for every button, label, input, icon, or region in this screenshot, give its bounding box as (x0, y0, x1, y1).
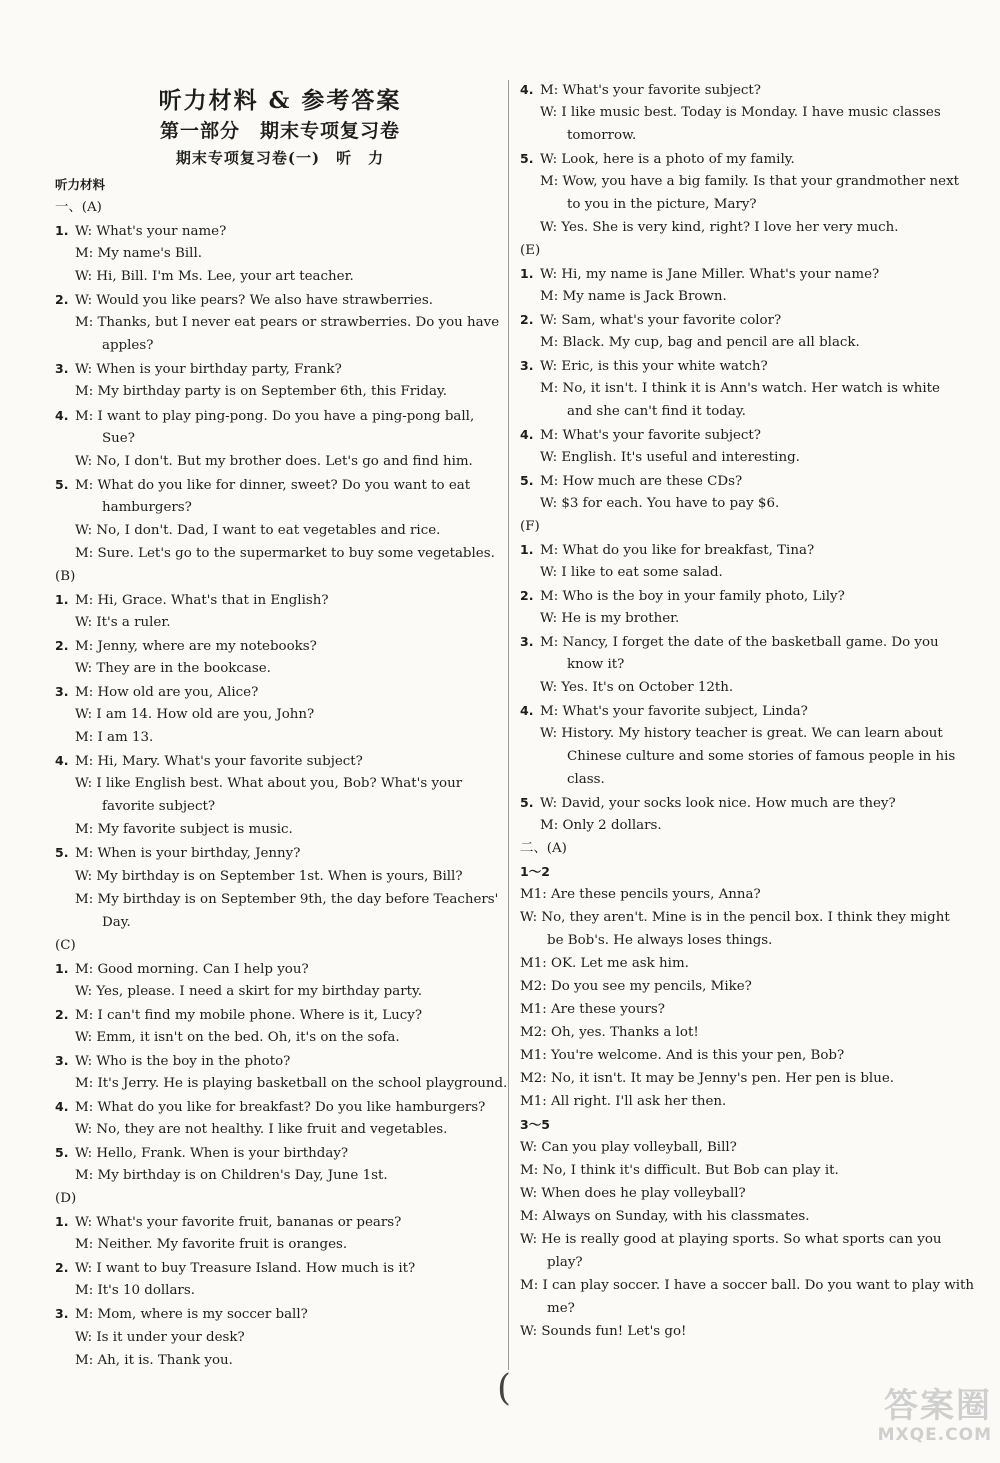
dialogue-line (520, 1184, 746, 1204)
line-text: M: When is your birthday, Jenny? (75, 846, 301, 862)
line-text: Sue? (102, 430, 135, 446)
dialogue-line (520, 425, 761, 446)
line-text: M: Ah, it is. Thank you. (75, 1352, 233, 1368)
line-text: M: No, it isn't. I think it is Ann's watch. Her watch is white (540, 381, 940, 396)
line-text: W: I like music best. Today is Monday. I have music classes (540, 105, 941, 120)
line-text: M: Nancy, I forget the date of the basketball game. Do you (540, 635, 939, 650)
line-text: M: What do you like for breakfast, Tina? (540, 543, 815, 558)
dialogue-line (75, 1281, 195, 1301)
dialogue-line (75, 521, 440, 541)
dialogue-line (540, 494, 779, 514)
line-text: M: What do you like for dinner, sweet? Do you want to eat (75, 477, 471, 493)
line-text: 听力材料 (55, 177, 106, 192)
line-text: M: How much are these CDs? (540, 474, 743, 489)
dialogue-line (75, 267, 354, 287)
continuation-line (102, 336, 153, 356)
line-text: (B) (55, 568, 76, 584)
dialogue-line (540, 333, 860, 353)
continuation-line (567, 770, 605, 790)
dialogue-line (520, 586, 845, 607)
item-number: 5. (55, 845, 69, 861)
line-text: Chinese culture and some stories of famous people in his (567, 749, 956, 764)
dialogue-line (520, 1000, 665, 1020)
line-text: W: What's your name? (75, 224, 227, 240)
dialogue-line (75, 1120, 447, 1140)
line-text: W: When is your birthday party, Frank? (75, 362, 342, 378)
item-number: 5. (520, 795, 534, 810)
continuation-line (102, 429, 135, 449)
part-heading: 第一部分 期末专项复习卷 (159, 120, 400, 142)
line-text: W: David, your socks look nice. How much are they? (540, 796, 896, 811)
item-number: 2. (55, 638, 69, 653)
dialogue-line (75, 244, 202, 264)
item-number: 4. (520, 427, 534, 442)
line-text: W: Is it under your desk? (75, 1329, 245, 1345)
subsection-label (520, 1115, 550, 1136)
dialogue-line (540, 287, 727, 307)
line-text: M: Always on Sunday, with his classmates. (520, 1209, 810, 1224)
dialogue-line (55, 1097, 485, 1118)
section-marker (520, 839, 567, 859)
line-text: M: Black. My cup, bag and pencil are all black. (540, 335, 860, 350)
section-marker (55, 936, 76, 956)
watermark-url: MXQE.COM (877, 1425, 992, 1445)
line-text: M1: All right. I'll ask her then. (520, 1094, 727, 1109)
line-text: W: Would you like pears? We also have strawberries. (75, 293, 433, 309)
dialogue-line (75, 705, 314, 725)
dialogue-line (540, 816, 662, 836)
line-text: M: Neither. My favorite fruit is oranges. (75, 1237, 348, 1253)
item-number: 4. (55, 753, 69, 769)
watermark-logo (792, 1387, 992, 1457)
dialogue-line (520, 1023, 699, 1043)
line-text: M2: No, it isn't. It may be Jenny's pen. Her pen is blue. (520, 1071, 895, 1086)
line-text: be Bob's. He always loses things. (547, 933, 773, 948)
line-text: W: What's your favorite fruit, bananas or pears? (75, 1215, 402, 1231)
line-text: (C) (55, 937, 76, 953)
dialogue-line (75, 728, 153, 748)
dialogue-line (55, 1258, 415, 1279)
dialogue-line (55, 843, 300, 864)
dialogue-line (75, 867, 463, 887)
line-text: M1: You're welcome. And is this your pen, Bob? (520, 1048, 845, 1063)
item-number: 1. (55, 1214, 69, 1230)
line-text: and she can't find it today. (567, 404, 746, 419)
dialogue-line (540, 678, 733, 698)
dialogue-line (540, 724, 943, 744)
line-text: M1: OK. Let me ask him. (520, 956, 689, 971)
line-text: W: Who is the boy in the photo? (75, 1053, 291, 1069)
line-text: (E) (520, 243, 541, 258)
line-text: W: Yes. It's on October 12th. (540, 680, 734, 695)
line-text: M: Good morning. Can I help you? (75, 961, 309, 977)
line-text: W: Sam, what's your favorite color? (540, 313, 782, 328)
line-text: M: My birthday is on Children's Day, June 1st. (75, 1168, 388, 1184)
dialogue-line (55, 751, 363, 772)
line-text: M: I am 13. (75, 730, 154, 746)
item-number: 4. (520, 82, 534, 97)
line-text: W: I like to eat some salad. (540, 565, 723, 580)
line-text: W: I like English best. What about you, Bob? What's your (75, 776, 463, 792)
line-text: M: What's your favorite subject, Linda? (540, 704, 808, 719)
dialogue-line (55, 590, 329, 611)
dialogue-line (75, 774, 462, 794)
page-title: 听力材料 & 参考答案 (158, 87, 402, 114)
item-number: 4. (520, 703, 534, 718)
line-text: 一、(A) (55, 200, 102, 216)
line-text: W: I am 14. How old are you, John? (75, 707, 315, 723)
line-text: M: Jenny, where are my notebooks? (75, 639, 317, 654)
line-text: W: No, I don't. But my brother does. Let's go and find him. (75, 453, 473, 469)
line-text: W: English. It's useful and interesting. (540, 450, 800, 465)
line-text: M: Hi, Mary. What's your favorite subject? (75, 754, 363, 770)
dialogue-line (55, 636, 317, 657)
line-text: M: Sure. Let's go to the supermarket to buy some vegetables. (75, 545, 495, 561)
continuation-line (102, 498, 192, 518)
dialogue-line (520, 1276, 974, 1296)
dialogue-line (520, 264, 879, 285)
line-text: M: I can't find my mobile phone. Where is it, Lucy? (75, 1007, 422, 1023)
continuation-line (567, 195, 757, 215)
line-text: W: Yes. She is very kind, right? I love her very much. (540, 220, 899, 235)
dialogue-line (520, 149, 795, 170)
item-number: 2. (55, 1006, 69, 1022)
line-text: W: Eric, is this your white watch? (540, 359, 768, 374)
dialogue-line (55, 1304, 308, 1325)
dialogue-line (520, 793, 896, 814)
dialogue-line (520, 80, 761, 101)
dialogue-line (55, 1143, 348, 1164)
dialogue-line (75, 1351, 233, 1371)
section-marker (520, 241, 540, 261)
dialogue-line (520, 1207, 809, 1227)
line-text: W: Emm, it isn't on the bed. Oh, it's on the sofa. (75, 1029, 400, 1045)
dialogue-line (520, 632, 939, 653)
dialogue-line (75, 820, 293, 840)
item-number: 3. (55, 1052, 69, 1068)
line-text: W: Hello, Frank. When is your birthday? (75, 1146, 349, 1162)
dialogue-line (520, 356, 768, 377)
line-text: hamburgers? (102, 499, 192, 515)
dialogue-line (55, 959, 309, 980)
line-text: W: Can you play volleyball, Bill? (520, 1140, 737, 1155)
dialogue-line (55, 221, 226, 242)
dialogue-line (520, 310, 781, 331)
dialogue-line (75, 1074, 507, 1094)
subsection-label (520, 862, 550, 883)
line-text: W: He is really good at playing sports. So what sports can you (520, 1232, 942, 1247)
subsection-label (55, 175, 105, 196)
line-text: W: $3 for each. You have to pay $6. (540, 496, 780, 511)
line-text: me? (547, 1301, 575, 1316)
dialogue-line (520, 1161, 839, 1181)
line-text: play? (547, 1255, 583, 1270)
continuation-line (102, 913, 131, 933)
line-text: M1: Are these yours? (520, 1002, 665, 1017)
dialogue-line (540, 103, 941, 123)
dialogue-line (75, 613, 171, 633)
line-text: M: My name's Bill. (75, 246, 202, 262)
item-number: 1. (55, 960, 69, 976)
dialogue-line (75, 452, 473, 472)
section-heading: 期末专项复习卷(一) 听 力 (175, 149, 385, 167)
dialogue-line (75, 1166, 388, 1186)
section-marker (55, 1189, 76, 1209)
line-text: W: No, they are not healthy. I like fruit and vegetables. (75, 1122, 448, 1138)
line-text: Day. (102, 914, 131, 930)
dialogue-line (75, 890, 498, 910)
line-text: M: What's your favorite subject? (540, 83, 761, 98)
dialogue-line (55, 1051, 290, 1072)
line-text: (D) (55, 1191, 77, 1207)
line-text: 1～2 (520, 864, 550, 879)
item-number: 1. (55, 591, 69, 607)
dialogue-line (520, 954, 689, 974)
item-number: 5. (55, 1145, 69, 1161)
line-text: M: No, I think it's difficult. But Bob can play it. (520, 1163, 839, 1178)
item-number: 3. (55, 684, 69, 700)
line-text: M: Only 2 dollars. (540, 818, 662, 833)
line-text: class. (567, 772, 605, 787)
dialogue-line (520, 977, 752, 997)
column-divider (508, 80, 509, 1370)
dialogue-line (75, 313, 499, 333)
continuation-line (547, 931, 772, 951)
line-text: W: Sounds fun! Let's go! (520, 1324, 687, 1339)
line-text: M: My name is Jack Brown. (540, 289, 727, 304)
dialogue-line (55, 290, 433, 311)
line-text: M2: Oh, yes. Thanks a lot! (520, 1025, 699, 1040)
line-text: 3～5 (520, 1117, 550, 1132)
dialogue-line (520, 1138, 737, 1158)
dialogue-line (75, 1328, 245, 1348)
line-text: 二、(A) (520, 841, 567, 856)
line-text: (F) (520, 519, 540, 534)
continuation-line (547, 1299, 575, 1319)
dialogue-line (75, 544, 495, 564)
line-text: W: My birthday is on September 1st. When is yours, Bill? (75, 868, 463, 884)
line-text: M2: Do you see my pencils, Mike? (520, 979, 752, 994)
line-text: M: It's 10 dollars. (75, 1283, 195, 1299)
dialogue-line (520, 885, 761, 905)
line-text: M: My favorite subject is music. (75, 822, 293, 838)
dialogue-line (520, 1046, 844, 1066)
line-text: M: Hi, Grace. What's that in English? (75, 592, 329, 608)
line-text: W: When does he play volleyball? (520, 1186, 746, 1201)
item-number: 3. (520, 634, 534, 649)
item-number: 5. (520, 151, 534, 166)
item-number: 1. (520, 542, 534, 557)
line-text: W: History. My history teacher is great. We can learn about (540, 726, 943, 741)
line-text: W: He is my brother. (540, 611, 680, 626)
dialogue-line (55, 475, 470, 496)
continuation-line (102, 797, 215, 817)
watermark-main: 答案圈 (884, 1386, 992, 1426)
item-number: 2. (520, 312, 534, 327)
dialogue-line (520, 1230, 942, 1250)
line-text: M: What do you like for breakfast? Do you like hamburgers? (75, 1100, 486, 1115)
dialogue-line (520, 1322, 686, 1342)
line-text: to you in the picture, Mary? (567, 197, 757, 212)
dialogue-line (540, 448, 800, 468)
line-text: favorite subject? (102, 799, 216, 815)
dialogue-line (75, 1235, 347, 1255)
section-marker (55, 567, 75, 587)
dialogue-line (55, 1005, 422, 1026)
line-text: W: They are in the bookcase. (75, 661, 271, 677)
item-number: 1. (520, 266, 534, 281)
line-text: M: My birthday party is on September 6th, this Friday. (75, 384, 448, 400)
dialogue-line (75, 1028, 400, 1048)
section-marker (520, 517, 540, 537)
continuation-line (567, 126, 636, 146)
dialogue-line (55, 406, 474, 427)
dialogue-line (520, 471, 742, 492)
line-text: W: No, they aren't. Mine is in the pencil box. I think they might (520, 910, 950, 925)
item-number: 3. (55, 361, 69, 377)
dialogue-line (520, 540, 814, 561)
item-number: 4. (55, 1099, 69, 1114)
line-text: M: Wow, you have a big family. Is that your grandmother next (540, 174, 959, 189)
continuation-line (567, 402, 746, 422)
line-text: M1: Are these pencils yours, Anna? (520, 887, 761, 902)
line-text: W: Hi, my name is Jane Miller. What's your name? (540, 267, 880, 282)
line-text: M: I want to play ping-pong. Do you have a ping-pong ball, (75, 408, 475, 424)
line-text: know it? (567, 657, 625, 672)
continuation-line (567, 655, 624, 675)
dialogue-line (540, 609, 679, 629)
line-text: apples? (102, 338, 154, 354)
line-text: M: How old are you, Alice? (75, 685, 259, 701)
line-text: M: Who is the boy in your family photo, Lily? (540, 589, 845, 604)
dialogue-line (540, 563, 723, 583)
section-marker (55, 198, 102, 218)
item-number: 1. (55, 223, 69, 239)
item-number: 3. (55, 1306, 69, 1322)
dialogue-line (75, 982, 422, 1002)
line-text: W: I want to buy Treasure Island. How much is it? (75, 1261, 416, 1277)
dialogue-line (540, 172, 959, 192)
item-number: 5. (520, 473, 534, 488)
line-text: M: Mom, where is my soccer ball? (75, 1307, 308, 1323)
continuation-line (567, 747, 955, 767)
item-number: 3. (520, 358, 534, 373)
dialogue-line (520, 908, 950, 928)
line-text: M: What's your favorite subject? (540, 428, 761, 443)
line-text: M: Thanks, but I never eat pears or strawberries. Do you have (75, 315, 500, 331)
dialogue-line (540, 218, 899, 238)
dialogue-line (520, 701, 808, 722)
item-number: 2. (55, 292, 69, 308)
item-number: 2. (520, 588, 534, 603)
line-text: M: I can play soccer. I have a soccer ball. Do you want to play with (520, 1278, 975, 1293)
dialogue-line (55, 1212, 401, 1233)
dialogue-line (520, 1092, 726, 1112)
continuation-line (547, 1253, 583, 1273)
page-mark: ( (497, 1368, 512, 1409)
dialogue-line (55, 359, 342, 380)
item-number: 5. (55, 476, 69, 492)
line-text: W: It's a ruler. (75, 614, 171, 630)
dialogue-line (55, 682, 258, 703)
dialogue-line (540, 379, 940, 399)
dialogue-line (520, 1069, 894, 1089)
line-text: tomorrow. (567, 128, 637, 143)
line-text: M: It's Jerry. He is playing basketball on the school playground. (75, 1075, 508, 1091)
line-text: W: No, I don't. Dad, I want to eat vegetables and rice. (75, 522, 441, 538)
line-text: W: Hi, Bill. I'm Ms. Lee, your art teacher. (75, 269, 354, 285)
item-number: 2. (55, 1260, 69, 1276)
dialogue-line (75, 659, 271, 679)
line-text: W: Look, here is a photo of my family. (540, 152, 795, 167)
dialogue-line (75, 382, 447, 402)
line-text: W: Yes, please. I need a skirt for my birthday party. (75, 983, 423, 999)
item-number: 4. (55, 407, 69, 423)
line-text: M: My birthday is on September 9th, the day before Teachers' (75, 891, 499, 907)
